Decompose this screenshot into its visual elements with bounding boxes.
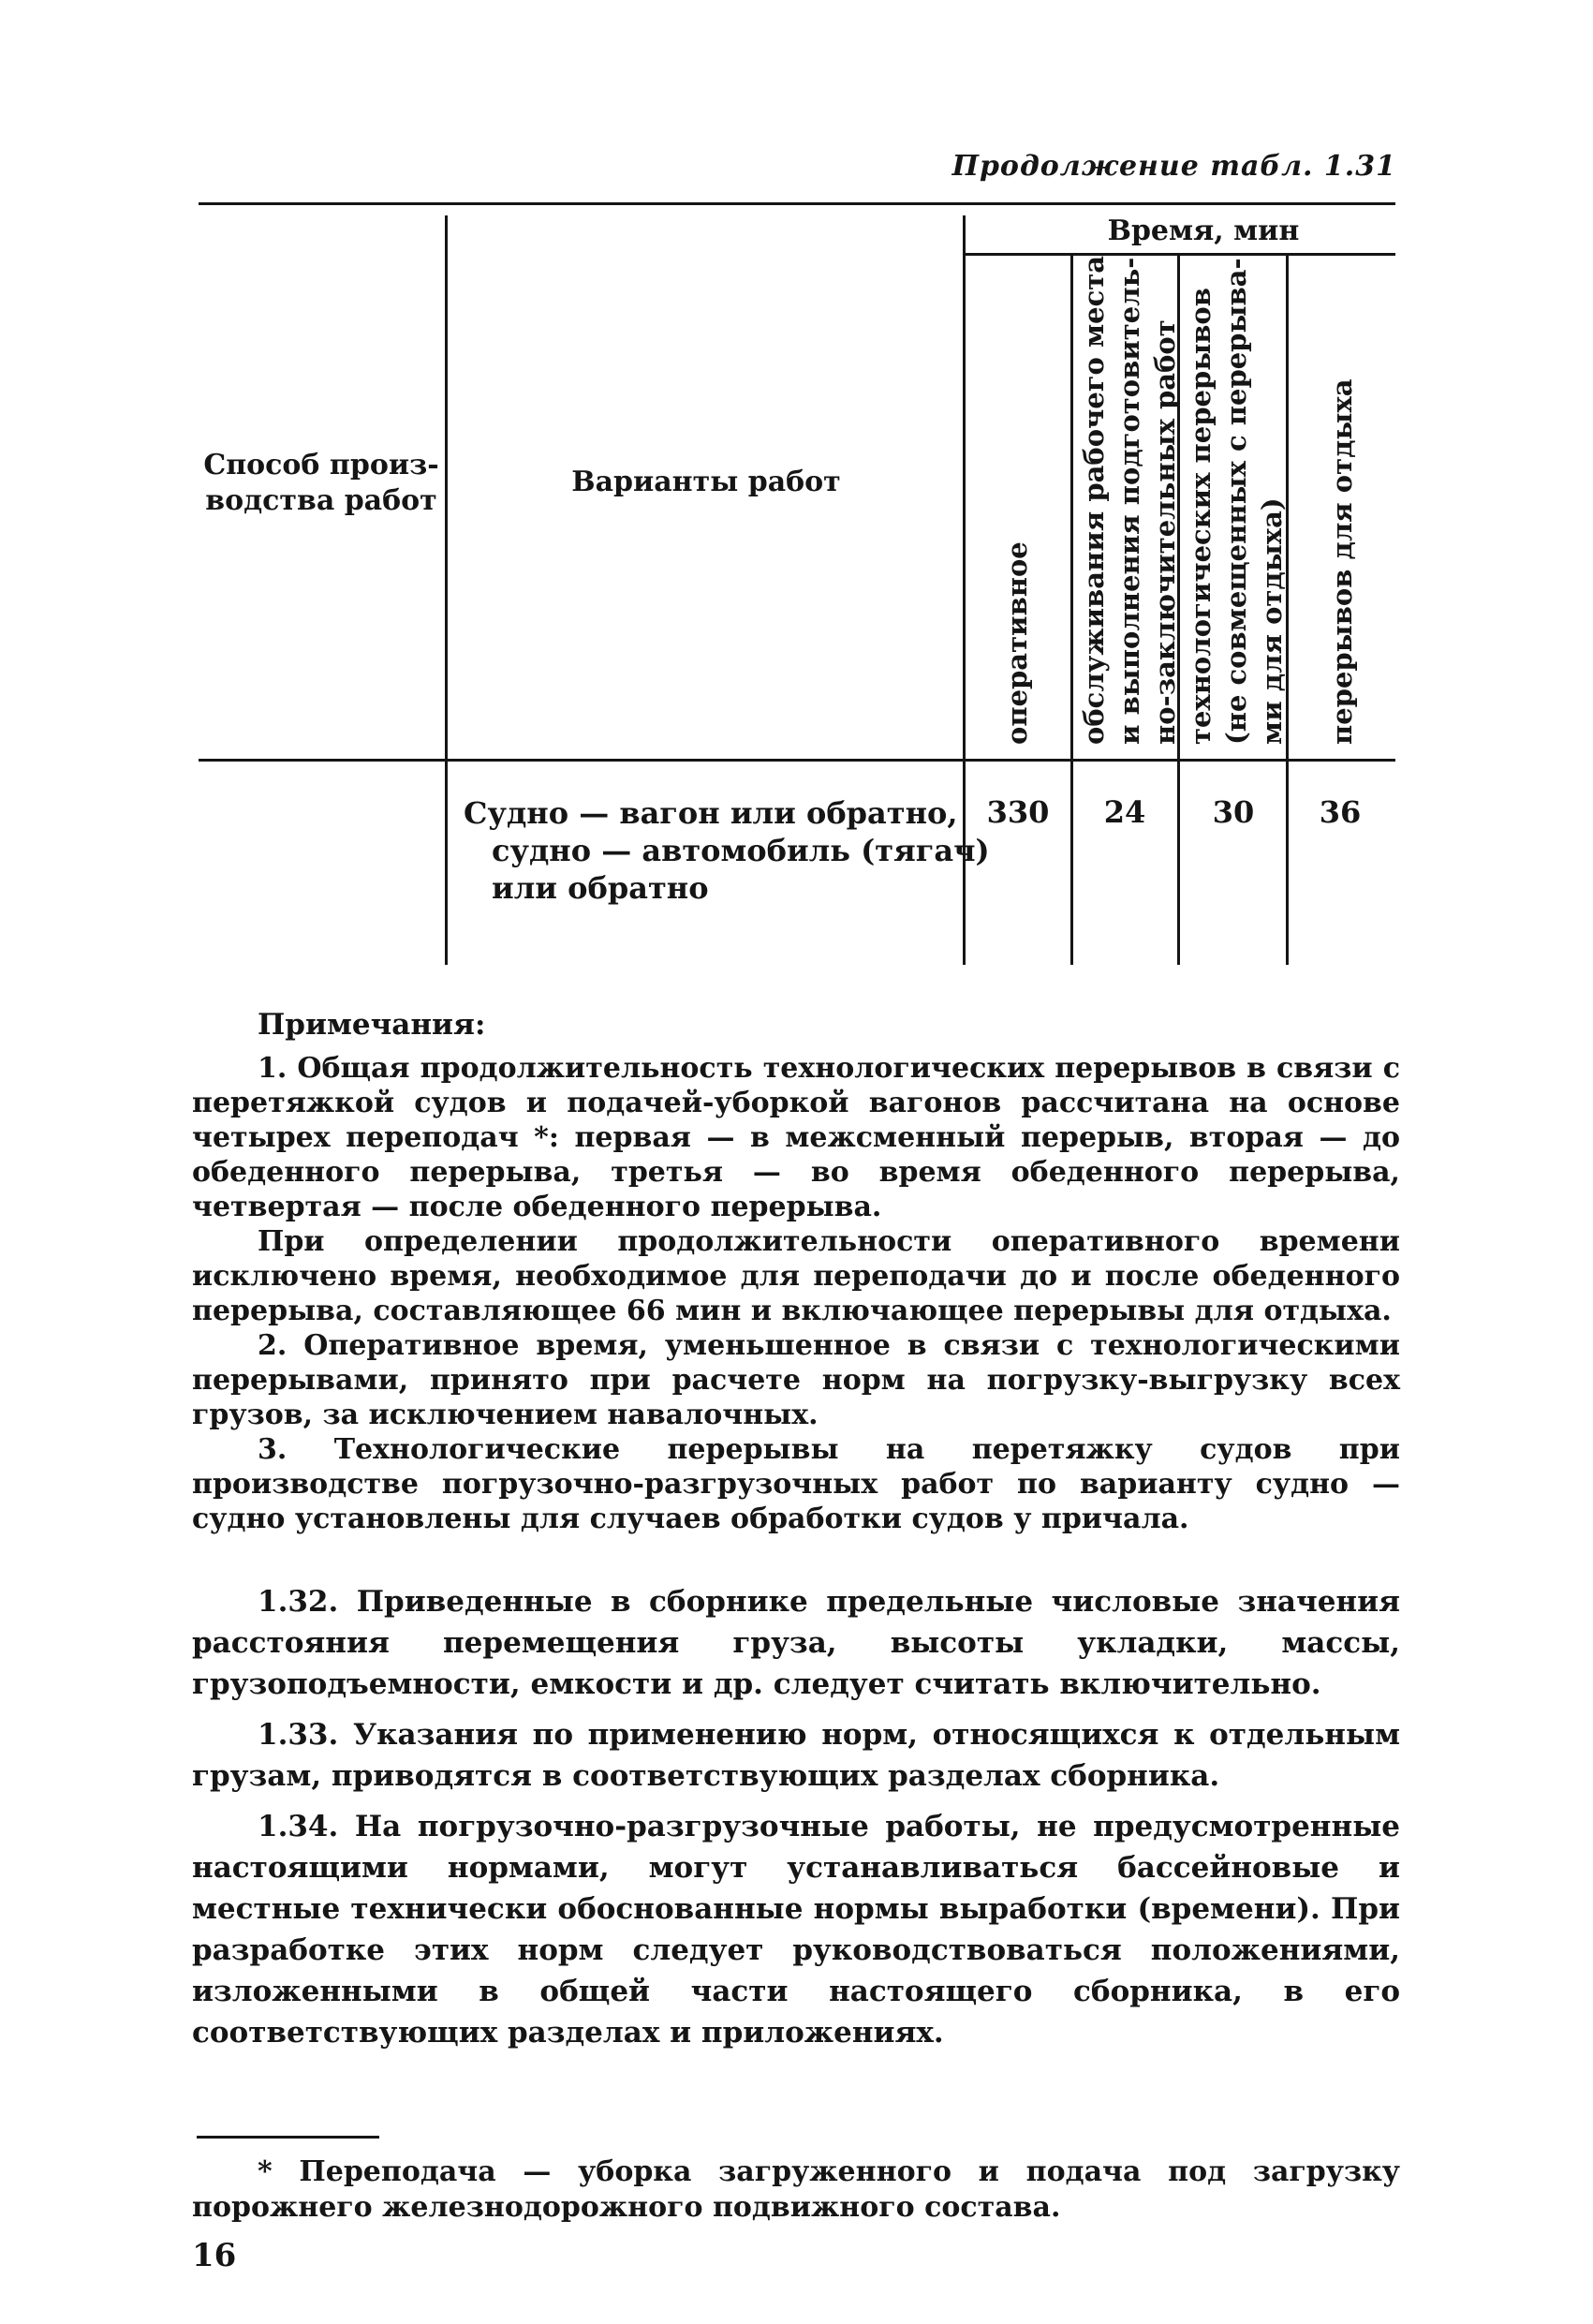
notes-body [192,1051,1400,1536]
col-divider-3 [1070,255,1073,965]
page-number: 16 [192,2237,237,2274]
header-variants: Варианты работ [571,466,841,498]
note-1: 1. Общая продолжительность технологических перерывов в связи с перетяжкой судов и подачей-уборкой вагонов рассчитана на основе четырех переподач *: первая — в межсменный перерыв, вторая — до обеденного перерыва, третья — во время обеденного перерыва, четвертая — после обеденного перерыва. [192,1052,1400,1223]
header-method: Способ произ- водства работ [203,449,439,517]
notes-title: Примечания: [258,1008,486,1042]
note-2: 2. Оперативное время, уменьшенное в связи с технологическими перерывами, принято при расчете норм на погрузку-выгрузку всех грузов, за исключением навалочных. [192,1329,1400,1431]
value-rest: 36 [1319,794,1362,830]
section-1-34: 1.34. На погрузочно-разгрузочные работы, не предусмотренные настоящими нормами, могут устанавливаться бассейновые и местные технически обоснованные нормы выработки (времени). При разработке этих норм следует руководствоваться положениями, изложенными в общей части настоящего сборника, в его соответствующих разделах и приложениях. [192,1810,1400,2050]
table-row-variant: Судно — вагон или обратно, судно — автомобиль (тягач) или обратно [464,795,990,906]
value-servicing: 24 [1103,794,1146,830]
sections-body [192,1581,1400,2063]
table-header-rule [199,759,1395,762]
section-1-32: 1.32. Приведенные в сборнике предельные числовые значения расстояния перемещения груза, высоты укладки, массы, грузоподъемности, емкости и др. следует считать включительно. [192,1585,1400,1701]
value-operative: 330 [986,794,1050,830]
col-divider-1 [445,215,448,965]
section-1-33: 1.33. Указания по применению норм, относящихся к отдельным грузам, приводятся в соответствующих разделах сборника. [192,1718,1400,1793]
header-time-group: Время, мин [1107,215,1300,247]
note-1-cont: При определении продолжительности оперативного времени исключено время, необходимое для переподачи до и после обеденного перерыва, составляющее 66 мин и включающее перерывы для отдыха. [192,1225,1400,1327]
value-technological: 30 [1212,794,1255,830]
footnote-rule [197,2136,379,2139]
table-continuation-label: Продолжение табл. 1.31 [951,150,1396,183]
footnote: * Переподача — уборка загруженного и подача под загрузку порожнего железнодорожного подвижного состава. [192,2155,1400,2224]
note-3: 3. Технологические перерывы на перетяжку судов при производстве погрузочно-разгрузочных работ по варианту судно — судно установлены для случаев обработки судов у причала. [192,1433,1400,1535]
table-top-rule [199,202,1395,205]
